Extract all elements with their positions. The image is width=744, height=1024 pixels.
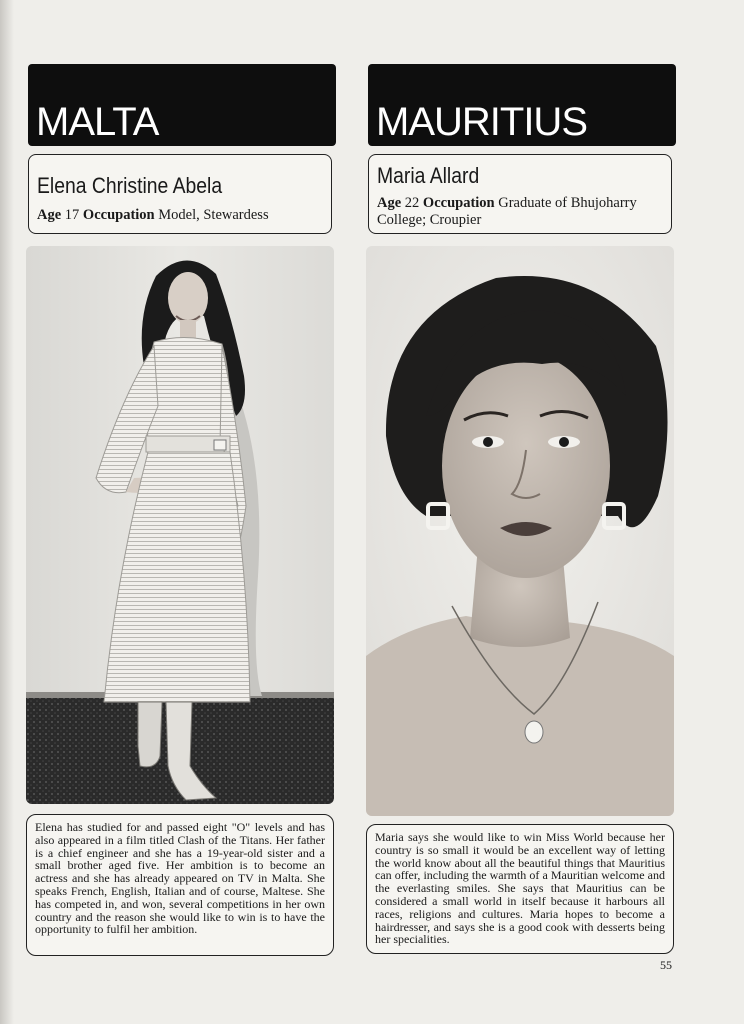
- contestant-info-box: [28, 154, 332, 234]
- bio-box: [366, 824, 674, 954]
- occupation-value: Model, Stewardess: [158, 207, 269, 223]
- occupation-label: Occupation: [82, 207, 155, 223]
- page-number: 55: [660, 958, 672, 972]
- contestant-photo: [366, 246, 674, 816]
- page-gutter-shadow: [0, 0, 14, 1024]
- country-header: [28, 64, 336, 146]
- full-length-portrait-image: [26, 246, 334, 804]
- age-label: Age: [377, 195, 402, 211]
- contestant-info-box: [368, 154, 672, 234]
- age-value: 22: [404, 195, 420, 211]
- occupation-label: Occupation: [422, 195, 495, 211]
- contestant-name: Maria Allard: [377, 163, 480, 188]
- country-name: MAURITIUS: [376, 100, 587, 144]
- occupation-value: Graduate of Bhujoharry College; Croupier: [377, 195, 637, 228]
- head-and-shoulders-portrait-image: [366, 246, 674, 816]
- age-label: Age: [37, 207, 62, 223]
- contestant-name: Elena Christine Abela: [37, 173, 223, 198]
- bio-text: Elena has studied for and passed eight "O" levels and has also appeared in a film titled Clash of the Titans. Her father is a chief engineer and she has a 19-year-old sister and a small brother aged five. Her ambition is to become an actress and she has already appeared on TV in Malta. She speaks French, English, Italian and of course, Maltese. She has competed in, and won, several competitions in her own country and the reason she would like to win is to have the opportunity to fulfil her ambition.: [35, 820, 325, 937]
- bio-box: [26, 814, 334, 956]
- age-value: 17: [64, 207, 80, 223]
- contestant-details: [377, 195, 637, 229]
- country-name: MALTA: [36, 100, 159, 144]
- country-header: [368, 64, 676, 146]
- bio-text: Maria says she would like to win Miss World because her country is so small it would be an excellent way of letting the world know about all the beautiful things that Mauritius can offer, including the warmth of a Mauritian welcome and the everlasting smiles. She says that Mauritius can be considered a small world in itself because it harbours all races, religions and cultures. Maria hopes to become a hairdresser, and says she is a good cook with desserts being her specialities.: [375, 830, 665, 947]
- contestant-photo: [26, 246, 334, 804]
- contestant-details: [37, 207, 269, 224]
